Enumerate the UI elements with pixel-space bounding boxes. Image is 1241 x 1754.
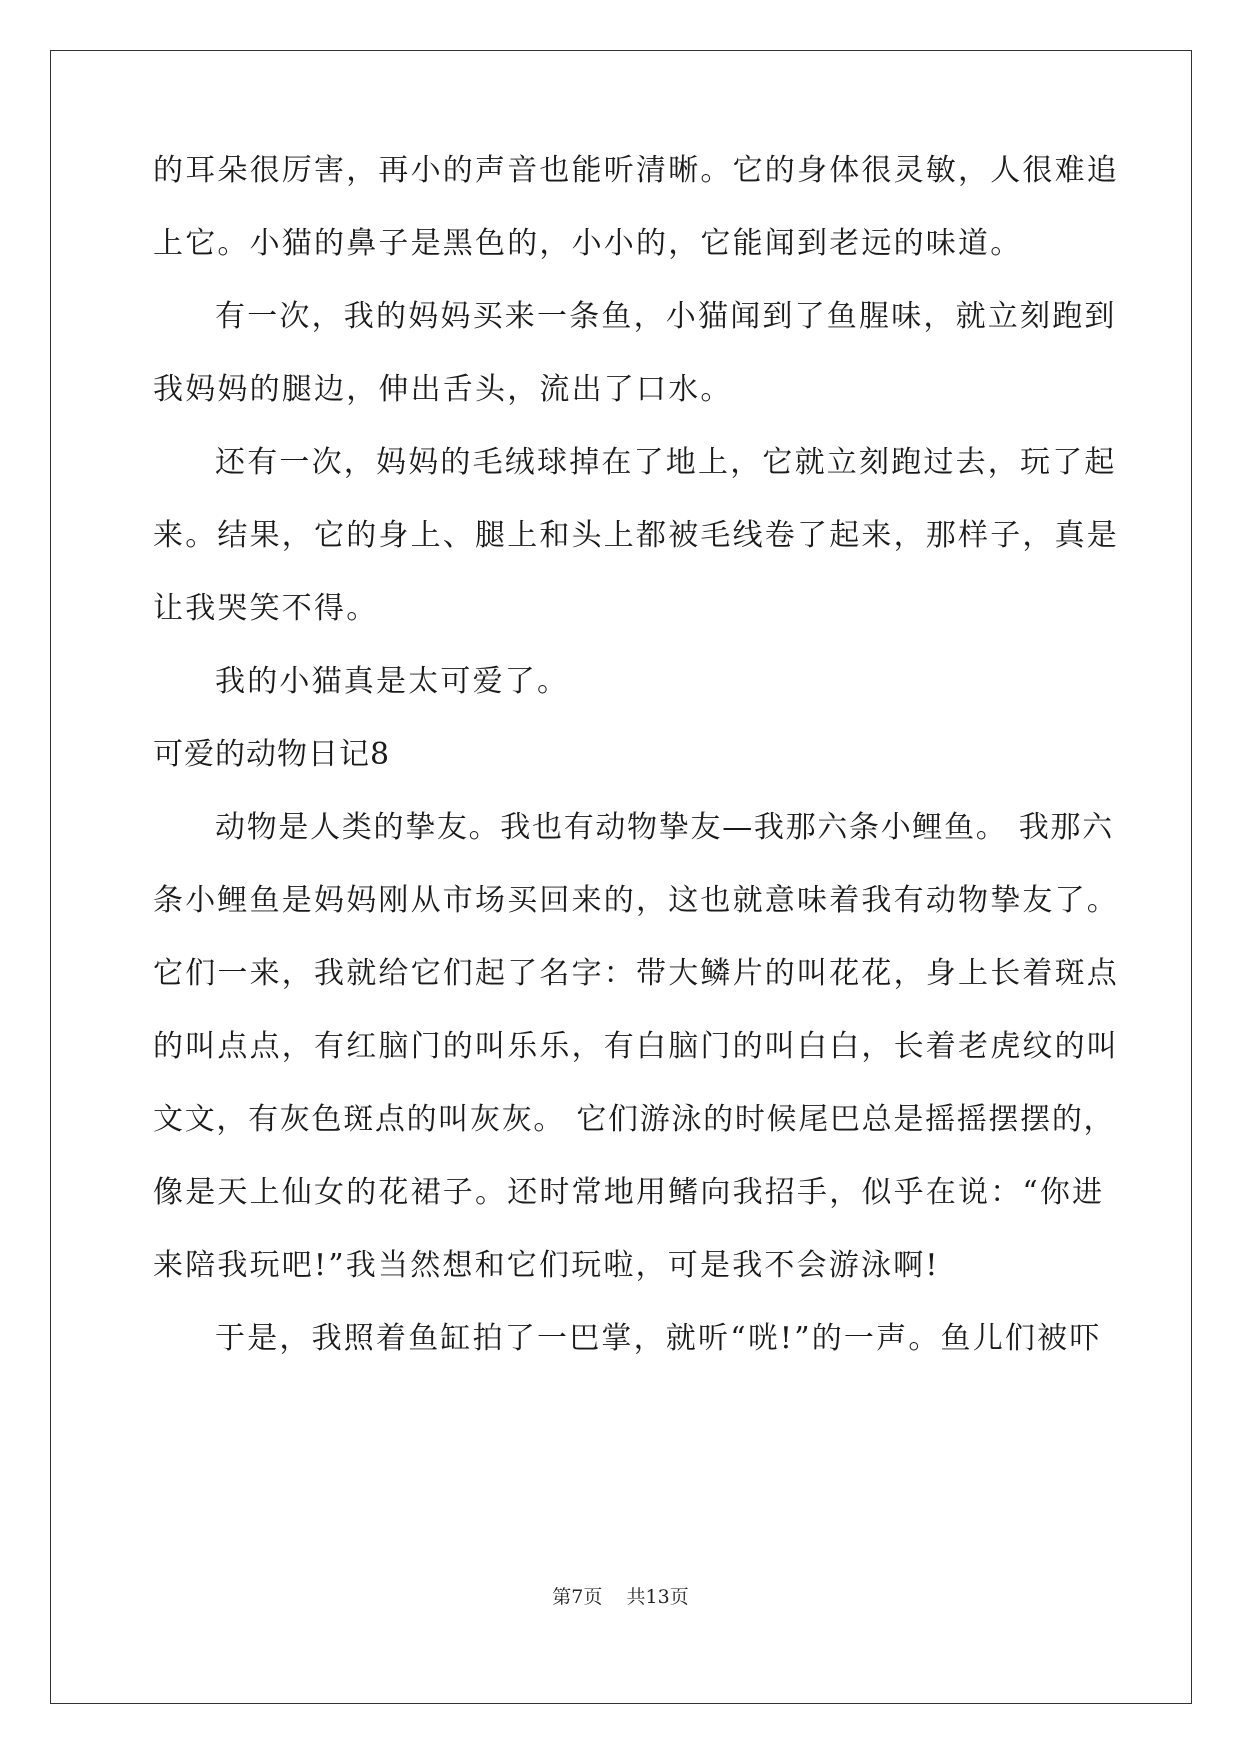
page-number: 第7页	[552, 1586, 603, 1608]
body-line: 文文，有灰色斑点的叫灰灰。 它们游泳的时候尾巴总是摇摇摆摆的，	[153, 1102, 1116, 1137]
body-line: 它们一来，我就给它们起了名字：带大鳞片的叫花花，身上长着斑点	[153, 956, 1119, 991]
body-line: 让我哭笑不得。	[153, 591, 379, 626]
body-line: 的叫点点，有红脑门的叫乐乐，有白脑门的叫白白，长着老虎纹的叫	[153, 1029, 1119, 1064]
paragraph-line: 有一次，我的妈妈买来一条鱼，小猫闻到了鱼腥味，就立刻跑到	[215, 299, 1117, 334]
total-pages: 共13页	[626, 1586, 689, 1608]
paragraph-line: 于是，我照着鱼缸拍了一巴掌，就听“咣!”的一声。鱼儿们被吓	[215, 1321, 1102, 1356]
body-line: 条小鲤鱼是妈妈刚从市场买回来的，这也就意味着我有动物挚友了。	[153, 883, 1119, 918]
body-line: 来陪我玩吧!”我当然想和它们玩啦，可是我不会游泳啊!	[153, 1248, 940, 1283]
body-line: 的耳朵很厉害，再小的声音也能听清晰。它的身体很灵敏，人很难追	[153, 153, 1119, 188]
body-line: 我妈妈的腿边，伸出舌头，流出了口水。	[153, 372, 733, 407]
page-footer	[0, 1585, 1241, 1609]
paragraph-line: 动物是人类的挚友。我也有动物挚友—我那六条小鲤鱼。 我那六	[215, 810, 1114, 845]
body-line: 像是天上仙女的花裙子。还时常地用鳍向我招手，似乎在说：“你进	[153, 1175, 1105, 1210]
paragraph-line: 还有一次，妈妈的毛绒球掉在了地上，它就立刻跑过去，玩了起	[215, 445, 1117, 480]
body-line: 上它。小猫的鼻子是黑色的，小小的，它能闻到老远的味道。	[153, 226, 1023, 261]
body-line: 来。结果，它的身上、腿上和头上都被毛线卷了起来，那样子，真是	[153, 518, 1119, 553]
paragraph-line: 我的小猫真是太可爱了。	[215, 664, 570, 699]
section-heading: 可爱的动物日记8	[153, 737, 391, 772]
